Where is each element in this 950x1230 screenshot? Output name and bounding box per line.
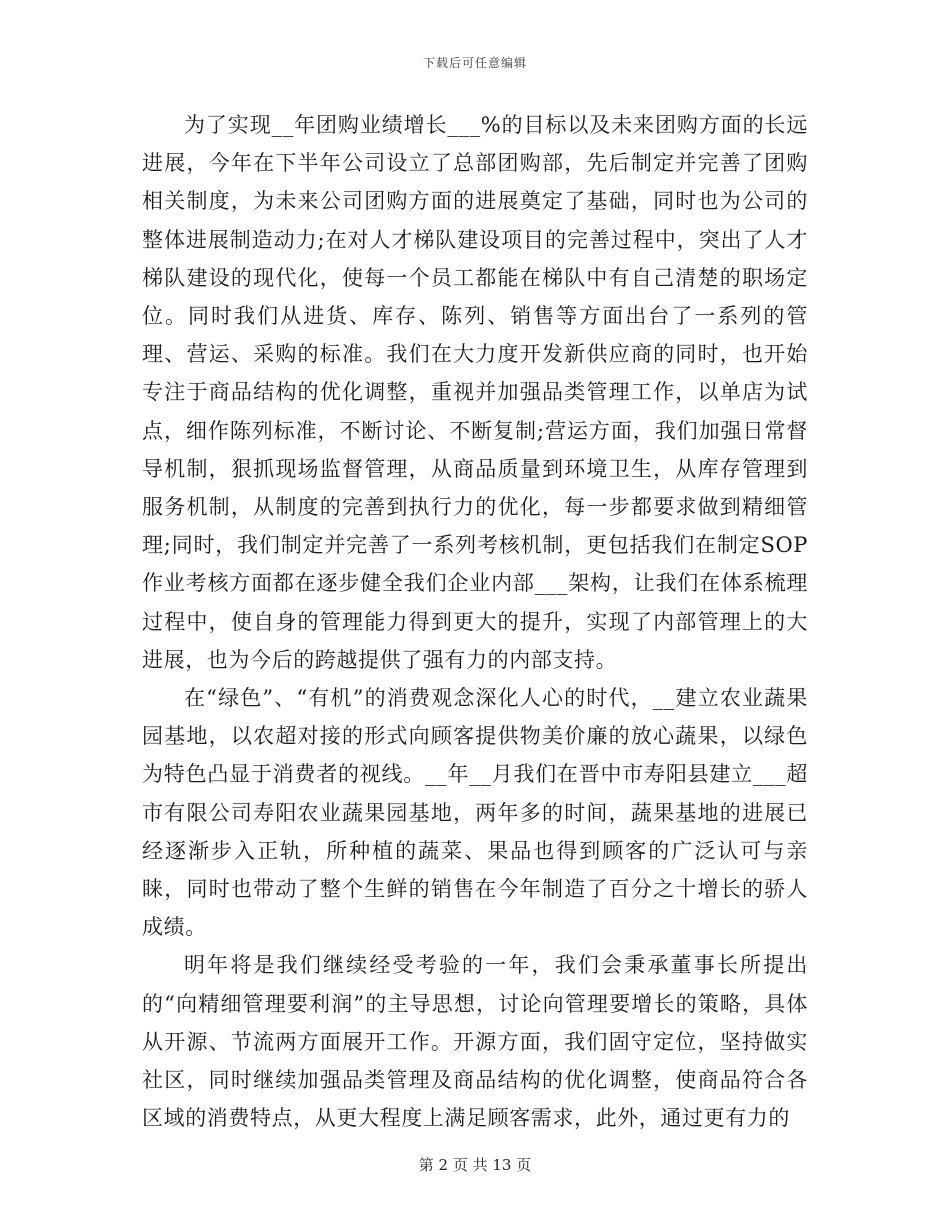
paragraph-3: 明年将是我们继续经受考验的一年，我们会秉承董事长所提出的“向精细管理要利润”的主导思想，讨论向管理要增长的策略，具体从开源、节流两方面展开工作。开源方面，我们固守定位，坚持做实社区，同时继续加强品类管理及商品结构的优化调整，使商品符合各区域的消费特点，从更大程度上满足顾客需求，此外，通过更有力的 [142,953,808,1131]
paragraph-2: 在“绿色”、“有机”的消费观念深化人心的时代，__建立农业蔬果园基地，以农超对接的形式向顾客提供物美价廉的放心蔬果，以绿色为特色凸显于消费者的视线。__年__月我们在晋中市寿阳县建立___超市有限公司寿阳农业蔬果园基地，两年多的时间，蔬果基地的进展已经逐渐步入正轨，所种植的蔬菜、果品也得到顾客的广泛认可与亲睐，同时也带动了整个生鲜的销售在今年制造了百分之十增长的骄人成绩。 [142,686,808,940]
header-note: 下载后可任意编辑 [422,56,527,70]
body-text [142,106,808,1137]
paragraph-1: 为了实现__年团购业绩增长___%的目标以及未来团购方面的长远进展，今年在下半年公司设立了总部团购部，先后制定并完善了团购相关制度，为未来公司团购方面的进展奠定了基础，同时也为公司的整体进展制造动力;在对人才梯队建设项目的完善过程中，突出了人才梯队建设的现代化，使每一个员工都能在梯队中有自己清楚的职场定位。同时我们从进货、库存、陈列、销售等方面出台了一系列的管理、营运、采购的标准。我们在大力度开发新供应商的同时，也开始专注于商品结构的优化调整，重视并加强品类管理工作，以单店为试点，细作陈列标准，不断讨论、不断复制;营运方面，我们加强日常督导机制，狠抓现场监督管理，从商品质量到环境卫生，从库存管理到服务机制，从制度的完善到执行力的优化，每一步都要求做到精细管理;同时，我们制定并完善了一系列考核机制，更包括我们在制定SOP作业考核方面都在逐步健全我们企业内部___架构，让我们在体系梳理过程中，使自身的管理能力得到更大的提升，实现了内部管理上的大进展，也为今后的跨越提供了强有力的内部支持。 [142,113,808,672]
page-number: 第 2 页 共 13 页 [418,1156,532,1174]
